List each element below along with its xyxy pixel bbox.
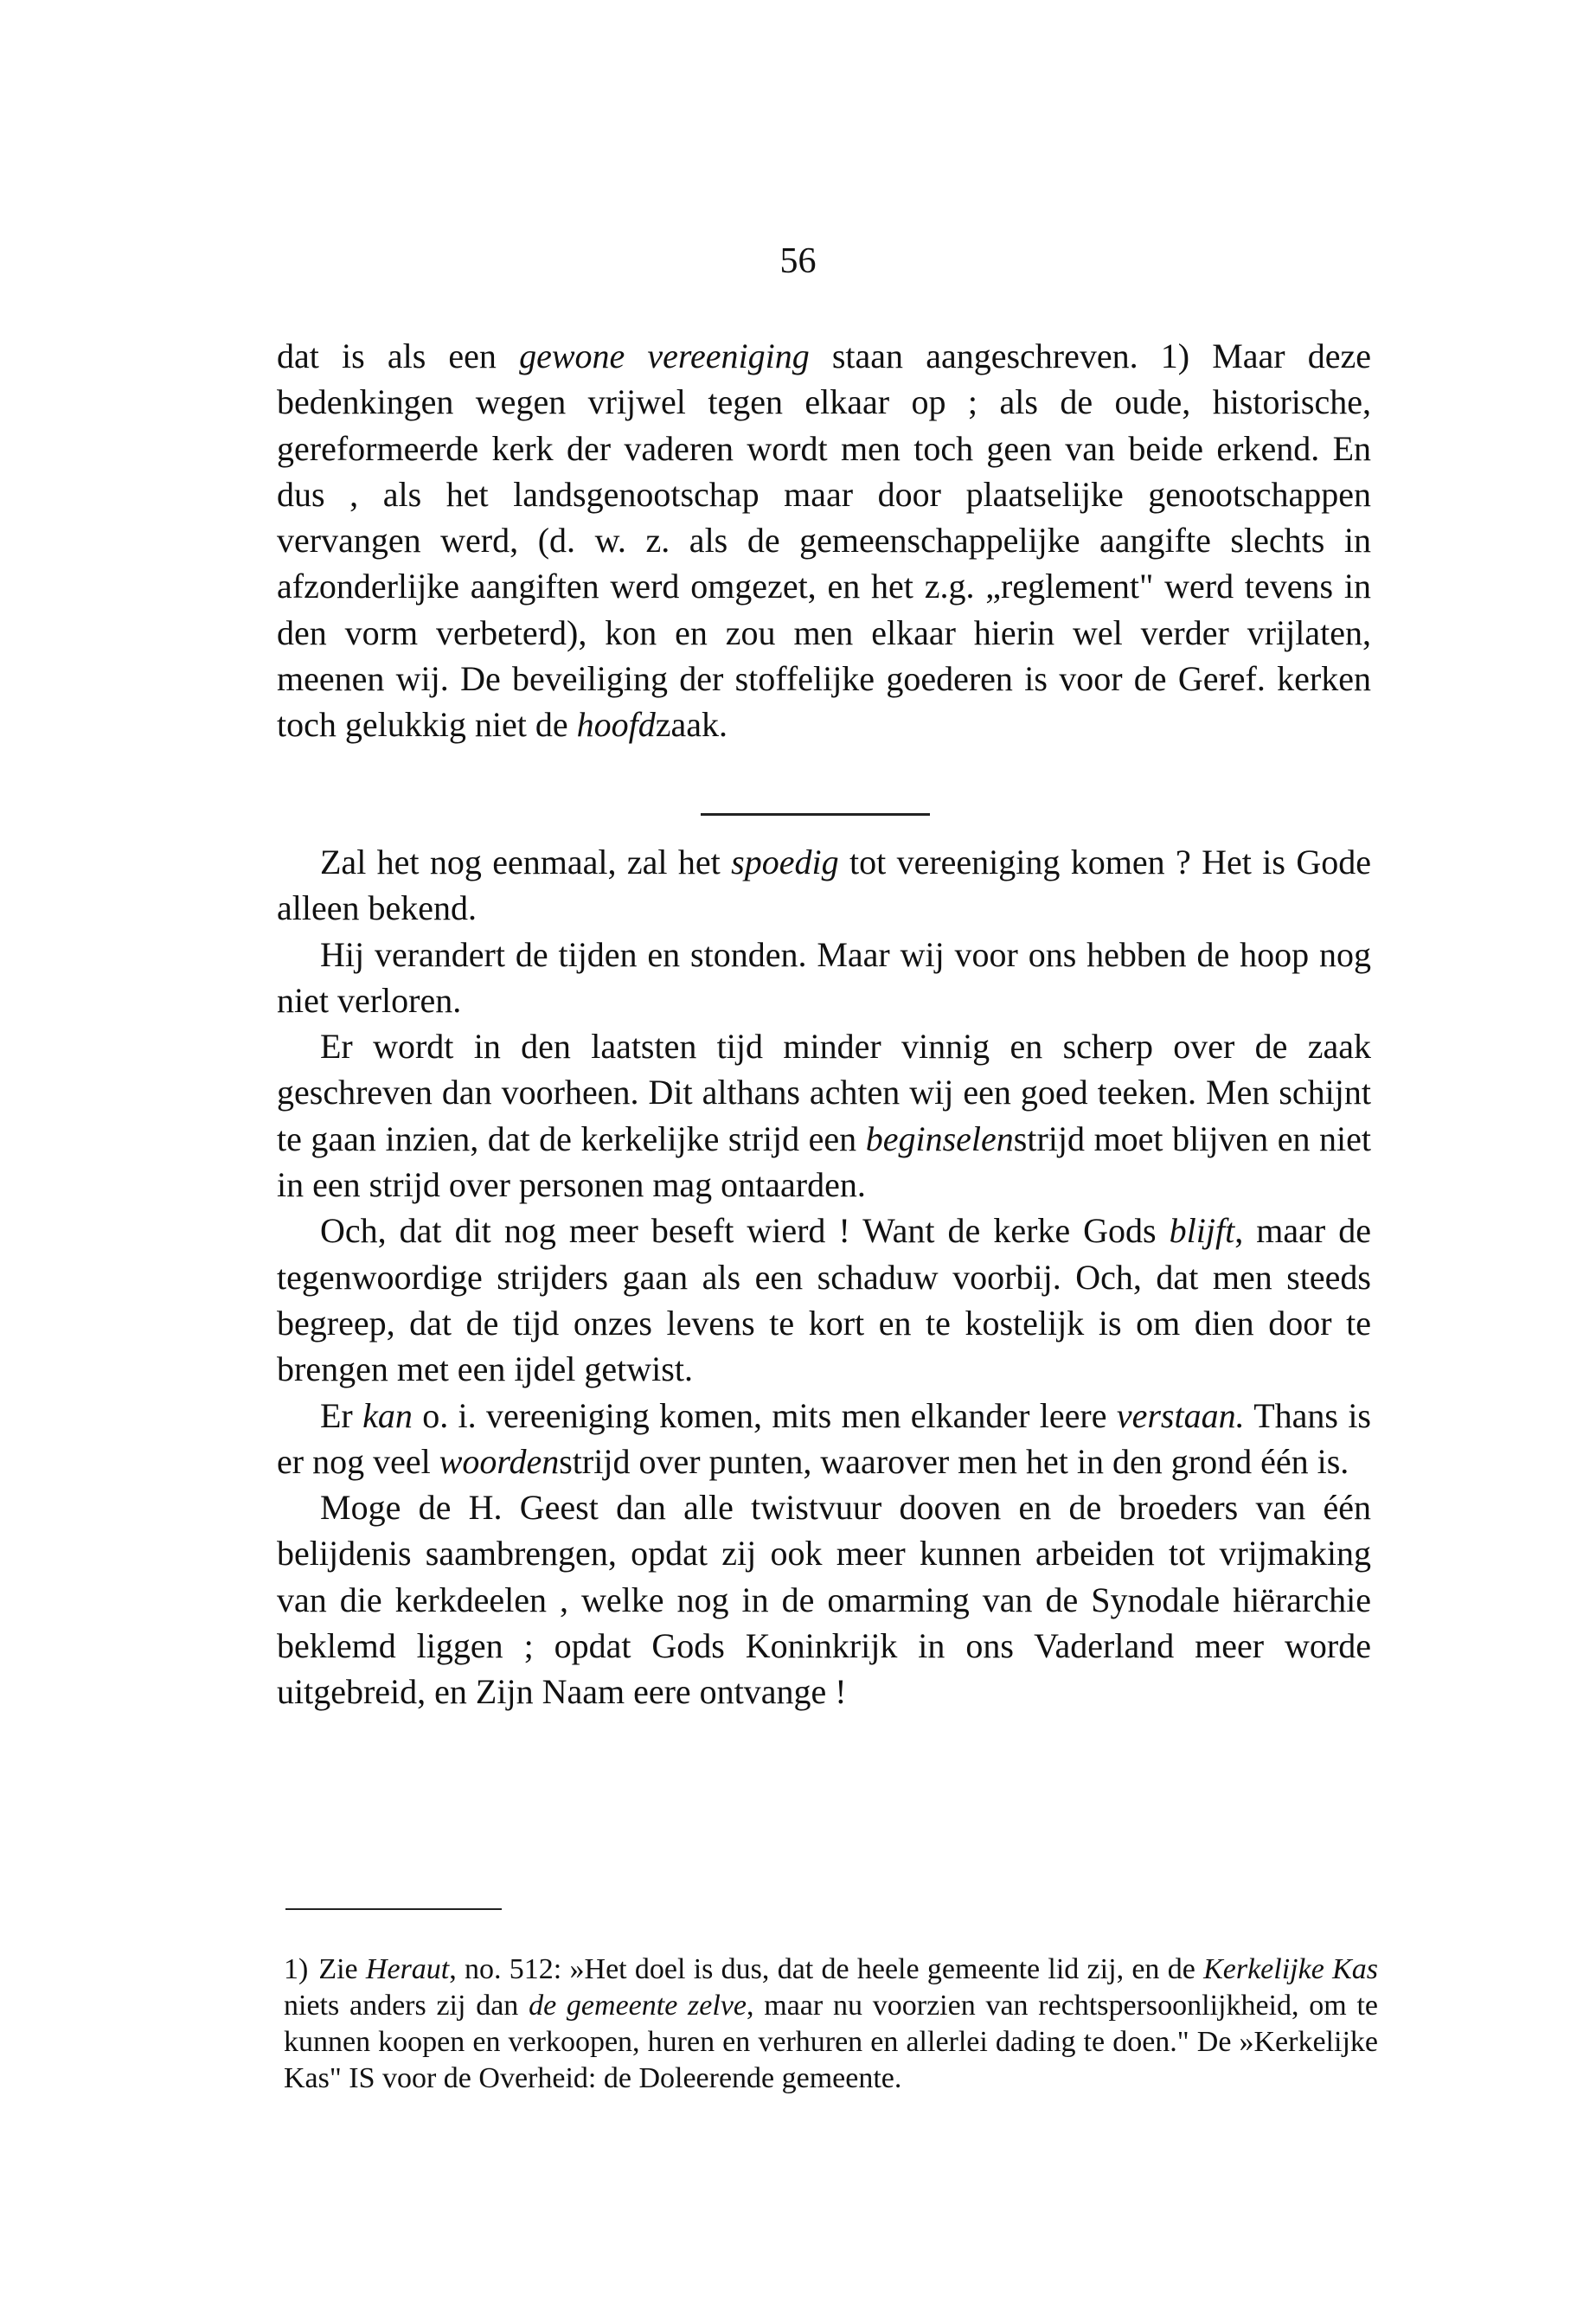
text-run: Thans is er nog veel: [277, 1395, 1371, 1481]
italic-run: Kerkelijke Kas: [1203, 1953, 1378, 1985]
italic-run: verstaan.: [1116, 1395, 1245, 1435]
paragraph: [277, 1023, 1371, 1208]
text-run: Er wordt in den laatsten tijd minder vinnig en scherp over de zaak geschreven dan voorheen. Dit althans achten wij een goed teeken. Men schijnt te gaan inzien, dat de kerkelijke strijd een: [277, 1027, 1371, 1158]
page-number: 56: [779, 241, 817, 281]
italic-run: blijft: [1169, 1211, 1235, 1251]
text-run: zaak.: [655, 705, 727, 745]
text-run: niets anders zij dan: [284, 1990, 529, 2022]
section-divider: [701, 813, 930, 816]
text-run: , maar nu voorzien van rechtspersoonlijkheid, om te kunnen koopen en verkoopen, huren en verhuren en allerlei dading te doen." De »Kerkelijke Kas" IS voor de Overheid: de Doleerende gemeente.: [284, 1990, 1379, 2094]
paragraph-continued: [277, 333, 1371, 748]
text-run: strijd moet blijven en niet in een strijd over personen mag ontaarden.: [277, 1118, 1371, 1205]
italic-run: woorden: [439, 1441, 560, 1481]
text-run: Er: [320, 1395, 363, 1435]
footnote-divider: [285, 1908, 502, 1910]
italic-run: beginselen: [865, 1118, 1014, 1158]
text-run: strijd over punten, waarover men het in den grond één is.: [559, 1441, 1349, 1481]
italic-run: hoofd: [576, 705, 656, 745]
italic-run: de gemeente zelve: [529, 1990, 747, 2022]
footnote: [284, 1952, 1378, 2097]
footnote-marker: 1): [284, 1953, 309, 1985]
text-run: Zal het nog eenmaal, zal het: [320, 843, 732, 881]
paragraph: [277, 839, 1371, 932]
text-run: dat is als een: [277, 336, 520, 375]
italic-run: gewone vereeniging: [519, 336, 810, 375]
text-run: , maar de tegenwoordige strijders gaan als een schaduw voorbij. Och, dat men steeds begreep, dat de tijd onzes levens te kort en te kostelijk is om dien door te brengen met een ijdel getwist.: [277, 1211, 1372, 1389]
italic-run: spoedig: [731, 843, 839, 881]
paragraph-block-1: [277, 333, 1371, 748]
text-run: o. i. vereeniging komen, mits men elkander leere: [412, 1395, 1117, 1435]
paragraph: Moge de H. Geest dan alle twistvuur dooven en de broeders van één belijdenis saambrengen, opdat zij ook meer kunnen arbeiden tot vrijmaking van die kerkdeelen , welke nog in de omarming van de Synodale hiërarchie beklemd liggen ; opdat Gods Koninkrijk in ons Vaderland meer worde uitgebreid, en Zijn Naam eere ontvange !: [277, 1488, 1371, 1712]
italic-run: kan: [362, 1395, 413, 1435]
text-run: Zie: [318, 1953, 366, 1985]
paragraph: Hij verandert de tijden en stonden. Maar wij voor ons hebben de hoop nog niet verloren.: [277, 934, 1371, 1020]
paragraph-block-2: [277, 839, 1371, 1715]
text-run: staan aangeschreven. 1) Maar deze bedenkingen wegen vrijwel tegen elkaar op ; als de oude, historische, gereformeerde kerk der vaderen wordt men toch geen van beide erkend. En dus , als het landsgenootschap maar door plaatselijke genootschappen vervangen werd, (d. w. z. als de gemeenschappelijke aangifte slechts in afzonderlijke aangiften werd omgezet, en het z.g. „reglement" werd tevens in den vorm verbeterd), kon en zou men elkaar hierin wel verder vrijlaten, meenen wij. De beveiliging der stoffelijke goederen is voor de Geref. kerken toch gelukkig niet de: [277, 336, 1371, 745]
text-run: , no. 512: »Het doel is dus, dat de heele gemeente lid zij, en de: [449, 1953, 1204, 1985]
paragraph: [277, 1393, 1371, 1485]
text-run: Och, dat dit nog meer beseft wierd ! Want de kerke Gods: [320, 1211, 1170, 1251]
paragraph: [277, 1208, 1371, 1392]
text-run: tot vereeniging komen ? Het is Gode alleen bekend.: [277, 843, 1371, 928]
italic-run: Heraut: [365, 1953, 450, 1985]
